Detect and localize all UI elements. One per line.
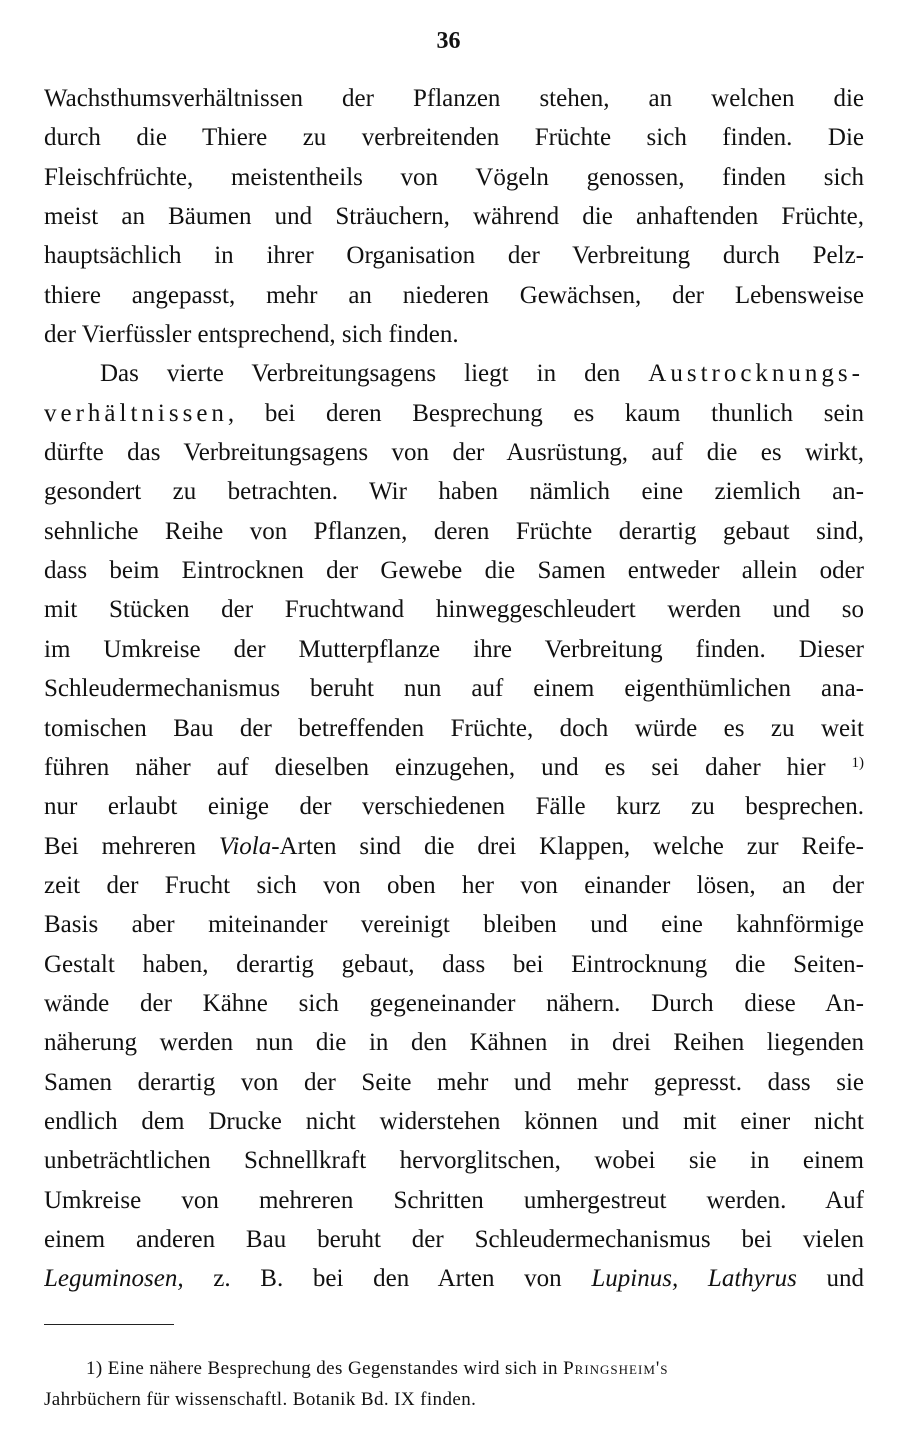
footnote-line	[44, 1353, 864, 1384]
text-line: Fleischfrüchte, meistentheils von Vögeln genossen, finden sich	[44, 163, 864, 191]
text-line: näherung werden nun die in den Kähnen in drei Reihen liegenden	[44, 1029, 864, 1057]
text-line: hauptsächlich in ihrer Organisation der Verbreitung durch Pelz-	[44, 242, 864, 270]
taxon-name: Lupinus,	[591, 1265, 679, 1293]
text-run	[678, 1265, 708, 1292]
text-line: gesondert zu betrachten. Wir haben nämlich eine ziemlich an-	[44, 478, 864, 506]
spaced-emphasis: Austrocknungs-	[648, 360, 864, 388]
footnote-divider	[44, 1324, 174, 1325]
text-line: Samen derartig von der Seite mehr und mehr gepresst. dass sie	[44, 1068, 864, 1096]
text-run: führen näher auf dieselben einzugehen, und es sei daher hier	[44, 753, 852, 781]
text-line: mit Stücken der Fruchtwand hinweggeschleudert werden und so	[44, 596, 864, 624]
taxon-name: Leguminosen,	[44, 1265, 184, 1293]
text-line: im Umkreise der Mutterpflanze ihre Verbreitung finden. Dieser	[44, 635, 864, 663]
footnote-text: Eine nähere Besprechung des Gegenstandes wird sich in	[102, 1358, 564, 1379]
text-line: Umkreise von mehreren Schritten umhergestreut werden. Auf	[44, 1186, 864, 1214]
text-line: thiere angepasst, mehr an niederen Gewächsen, der Lebensweise	[44, 281, 864, 309]
spaced-emphasis: verhältnissen	[44, 399, 228, 427]
page-number: 36	[436, 28, 461, 54]
text-line: unbeträchtlichen Schnellkraft hervorglitschen, wobei sie in einem	[44, 1147, 864, 1175]
footnotes	[44, 1353, 864, 1415]
footnote-line: Jahrbüchern für wissenschaftl. Botanik Bd. IX finden.	[44, 1389, 477, 1410]
text-line: der Vierfüssler entsprechend, sich finden.	[44, 321, 459, 349]
author-name: Pringsheim's	[563, 1358, 669, 1379]
text-run: Das vierte Verbreitungsagens liegt in den	[100, 360, 649, 388]
text-line	[44, 748, 864, 787]
text-line	[44, 354, 864, 393]
text-line	[44, 1259, 864, 1298]
text-line: sehnliche Reihe von Pflanzen, deren Früchte derartig gebaut sind,	[44, 517, 864, 545]
text-line: wände der Kähne sich gegeneinander nähern. Durch diese An-	[44, 989, 864, 1017]
text-line	[44, 827, 864, 866]
taxon-name: Viola	[218, 832, 272, 860]
text-line: dürfte das Verbreitungsagens von der Ausrüstung, auf die es wirkt,	[44, 439, 864, 467]
text-line: endlich dem Drucke nicht widerstehen können und mit einer nicht	[44, 1107, 864, 1135]
text-line: Gestalt haben, derartig gebaut, dass bei Eintrocknung die Seiten-	[44, 950, 864, 978]
footnote-reference: 1)	[851, 754, 864, 771]
taxon-name: Lathyrus	[707, 1265, 797, 1293]
text-line: Basis aber miteinander vereinigt bleiben und eine kahnförmige	[44, 911, 864, 939]
text-line	[44, 394, 864, 433]
text-line: tomischen Bau der betreffenden Früchte, doch würde es zu weit	[44, 714, 864, 742]
text-line: meist an Bäumen und Sträuchern, während die anhaftenden Früchte,	[44, 203, 864, 231]
text-run: , bei deren Besprechung es kaum thunlich sein	[227, 399, 864, 427]
text-line: dass beim Eintrocknen der Gewebe die Samen entweder allein oder	[44, 557, 864, 585]
text-run: Bei mehreren	[44, 832, 219, 860]
text-run: und	[796, 1265, 864, 1293]
text-run: -Arten sind die drei Klappen, welche zur Reife-	[271, 832, 864, 860]
footnote-marker: 1)	[86, 1358, 103, 1379]
text-line: nur erlaubt einige der verschiedenen Fälle kurz zu besprechen.	[44, 793, 864, 821]
body-text	[44, 79, 864, 1299]
text-line: Schleudermechanismus beruht nun auf einem eigenthümlichen ana-	[44, 675, 864, 703]
text-run: z. B. bei den Arten von	[183, 1265, 592, 1293]
text-line: einem anderen Bau beruht der Schleudermechanismus bei vielen	[44, 1225, 864, 1253]
text-line: durch die Thiere zu verbreitenden Früchte sich finden. Die	[44, 124, 864, 152]
text-line: zeit der Frucht sich von oben her von einander lösen, an der	[44, 871, 864, 899]
text-line: Wachsthumsverhältnissen der Pflanzen stehen, an welchen die	[44, 85, 864, 112]
